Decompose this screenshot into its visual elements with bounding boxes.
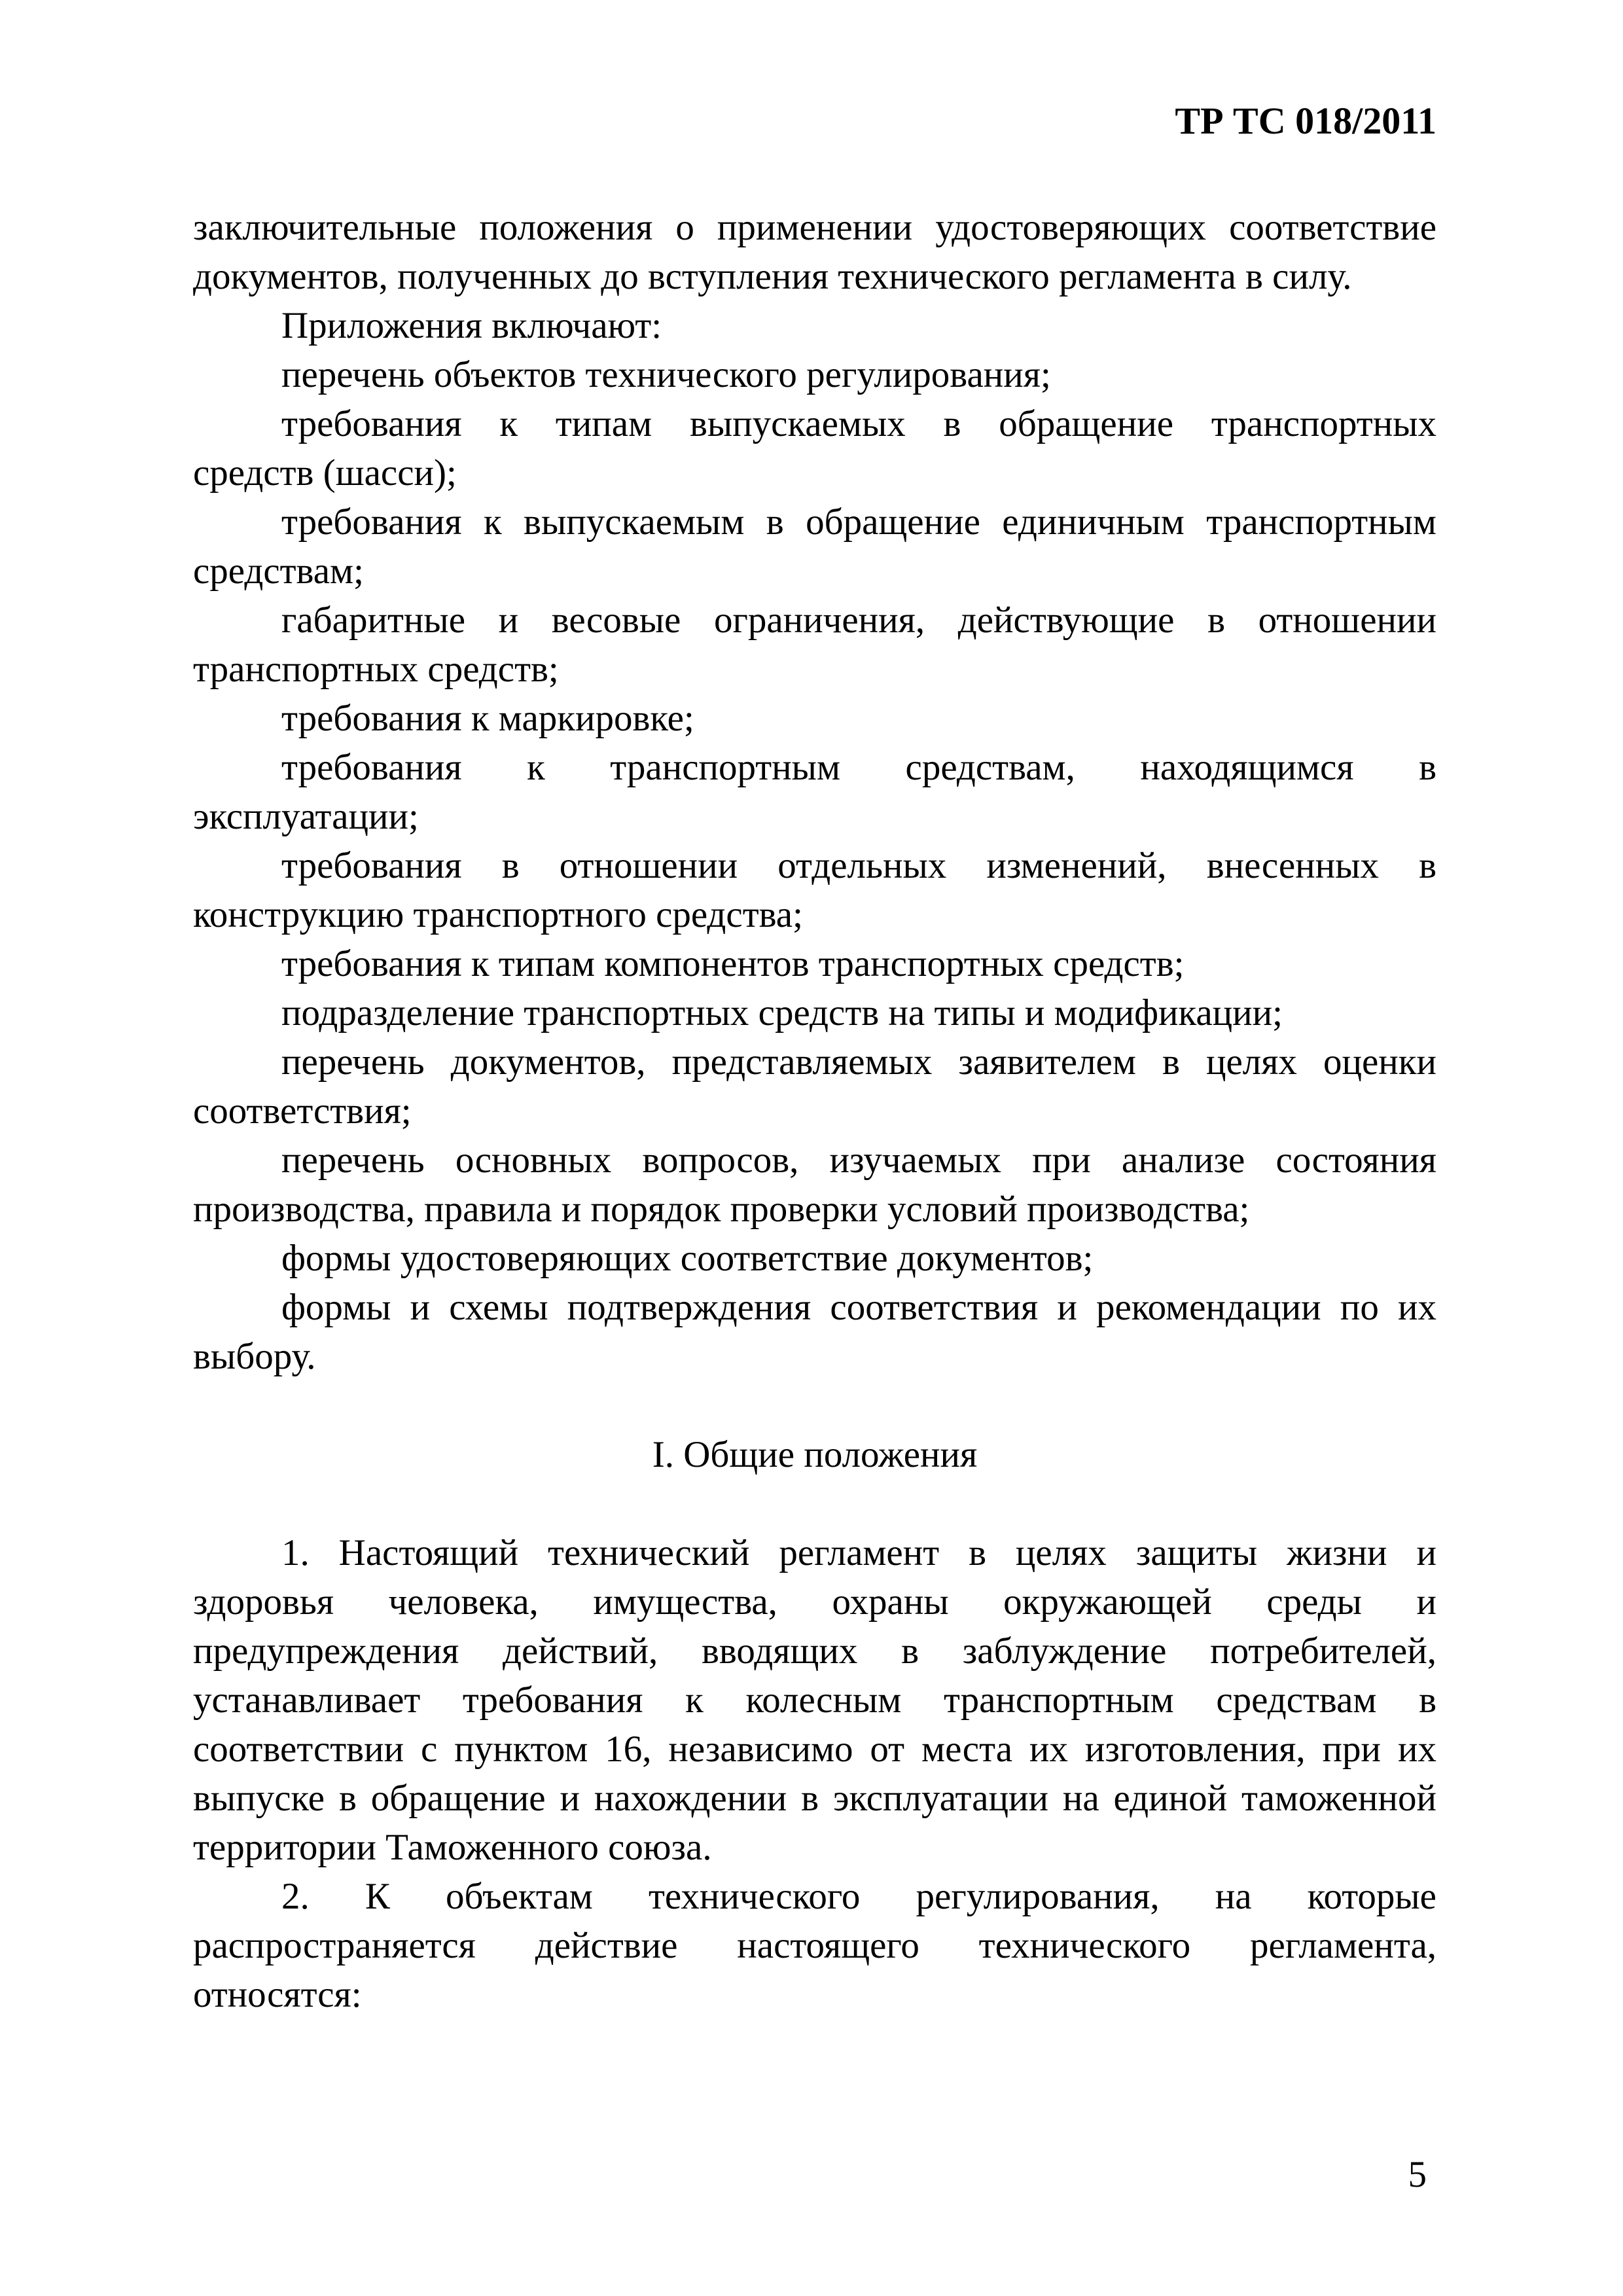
text-line: 2. К объектам технического регулирования, на которые — [281, 1876, 1436, 1917]
paragraph — [193, 399, 1436, 497]
paragraph — [193, 350, 1436, 399]
paragraph — [193, 497, 1436, 596]
section-heading: I. Общие положения — [652, 1434, 978, 1475]
paragraph — [193, 1283, 1436, 1381]
paragraph — [193, 596, 1436, 694]
text-line: производства, правила и порядок проверки условий производства; — [193, 1189, 1250, 1230]
paragraph — [193, 939, 1436, 988]
text-line: территории Таможенного союза. — [193, 1827, 712, 1868]
text-line: средств (шасси); — [193, 452, 457, 493]
text-line: соответствия; — [193, 1090, 412, 1132]
text-line: требования к транспортным средствам, находящимся в — [281, 747, 1436, 788]
document-body-after-heading — [193, 1528, 1436, 2019]
text-line: предупреждения действий, вводящих в заблуждение потребителей, — [193, 1630, 1436, 1672]
paragraph — [193, 841, 1436, 939]
page-number: 5 — [1408, 2154, 1427, 2195]
paragraph — [193, 988, 1436, 1037]
text-line: требования к маркировке; — [281, 698, 694, 739]
document-header: ТР ТС 018/2011 — [1175, 99, 1436, 142]
text-line: документов, полученных до вступления технического регламента в силу. — [193, 256, 1352, 297]
text-line: требования к типам компонентов транспортных средств; — [281, 943, 1185, 984]
paragraph — [193, 1234, 1436, 1283]
text-line: соответствии с пунктом 16, независимо от места их изготовления, при их — [193, 1729, 1436, 1770]
text-line: транспортных средств; — [193, 649, 559, 690]
text-line: Приложения включают: — [281, 305, 662, 346]
text-line: требования к выпускаемым в обращение единичным транспортным — [281, 501, 1436, 543]
text-line: 1. Настоящий технический регламент в целях защиты жизни и — [281, 1532, 1436, 1573]
text-line: перечень объектов технического регулирования; — [281, 354, 1051, 395]
text-line: формы и схемы подтверждения соответствия и рекомендации по их — [281, 1287, 1436, 1328]
text-line: выбору. — [193, 1336, 316, 1377]
paragraph — [193, 694, 1436, 743]
text-line: конструкцию транспортного средства; — [193, 894, 803, 935]
paragraph — [193, 1136, 1436, 1234]
paragraph — [193, 1037, 1436, 1136]
paragraph — [193, 1528, 1436, 1872]
paragraph — [193, 203, 1436, 301]
text-line: формы удостоверяющих соответствие документов; — [281, 1238, 1094, 1279]
text-line: эксплуатации; — [193, 796, 419, 837]
paragraph — [193, 1872, 1436, 2019]
text-line: относятся: — [193, 1974, 362, 2015]
text-line: габаритные и весовые ограничения, действующие в отношении — [281, 600, 1436, 641]
document-body-before-heading — [193, 203, 1436, 1381]
paragraph — [193, 301, 1436, 350]
text-line: подразделение транспортных средств на типы и модификации; — [281, 992, 1283, 1033]
text-line: заключительные положения о применении удостоверяющих соответствие — [193, 207, 1436, 248]
text-line: требования к типам выпускаемых в обращение транспортных — [281, 403, 1436, 444]
paragraph — [193, 743, 1436, 841]
text-line: перечень документов, представляемых заявителем в целях оценки — [281, 1041, 1436, 1083]
text-line: перечень основных вопросов, изучаемых при анализе состояния — [281, 1139, 1436, 1181]
text-line: устанавливает требования к колесным транспортным средствам в — [193, 1679, 1436, 1721]
text-line: требования в отношении отдельных изменений, внесенных в — [281, 845, 1436, 886]
text-line: здоровья человека, имущества, охраны окружающей среды и — [193, 1581, 1436, 1623]
text-line: распространяется действие настоящего технического регламента, — [193, 1925, 1436, 1966]
text-line: средствам; — [193, 550, 364, 592]
text-line: выпуске в обращение и нахождении в эксплуатации на единой таможенной — [193, 1778, 1436, 1819]
